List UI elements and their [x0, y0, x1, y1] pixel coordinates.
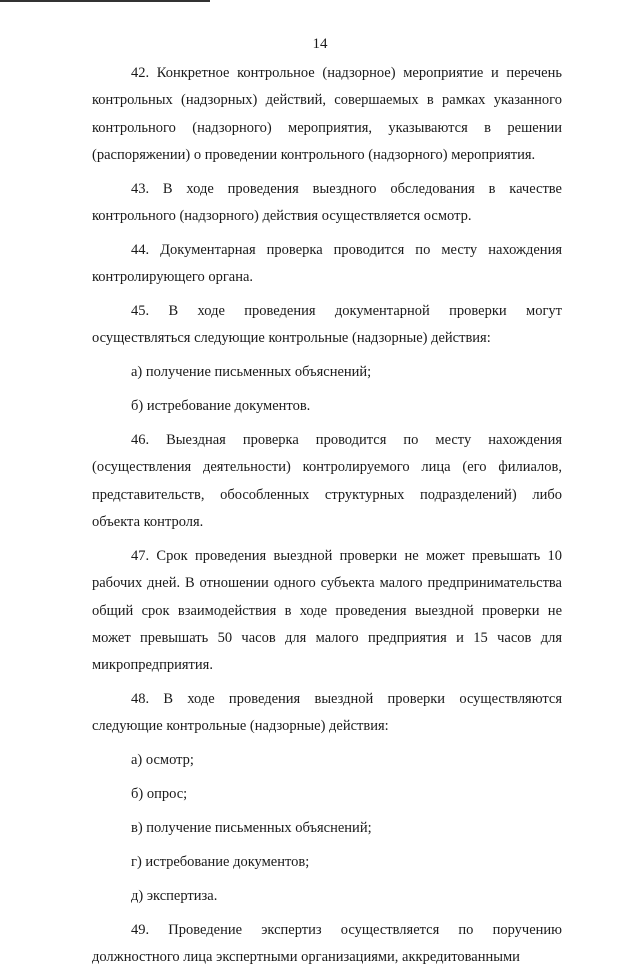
top-rule: [0, 0, 210, 2]
page-number: 14: [312, 36, 328, 52]
list-item-48b: б) опрос;: [131, 786, 188, 803]
paragraph-47: 47. Срок проведения выездной проверки не может превышать 10 рабочих дней. В отношении одного субъекта малого предпринимательства общий срок взаимодействия в ходе проведения выездной проверки не может превышать 50 часов для малого предприятия и 15 часов для микропредприятия.: [92, 547, 562, 674]
paragraph-42: 42. Конкретное контрольное (надзорное) мероприятие и перечень контрольных (надзорных) действий, совершаемых в рамках указанного контрольного (надзорного) мероприятия, указываются в решении (распоряжении) о проведении контрольного (надзорного) мероприятия.: [92, 65, 562, 163]
list-item-48d: г) истребование документов;: [131, 853, 310, 870]
paragraph-48: 48. В ходе проведения выездной проверки осуществляются следующие контрольные (надзорные) действия:: [92, 690, 562, 735]
list-item-48e: д) экспертиза.: [131, 887, 218, 904]
paragraph-43: 43. В ходе проведения выездного обследования в качестве контрольного (надзорного) действия осуществляется осмотр.: [92, 180, 562, 225]
paragraph-46: 46. Выездная проверка проводится по месту нахождения (осуществления деятельности) контролируемого лица (его филиалов, представительств, обособленных структурных подразделений) либо объекта контроля.: [92, 432, 562, 531]
paragraph-44: 44. Документарная проверка проводится по месту нахождения контролирующего органа.: [92, 241, 562, 286]
list-item-48c: в) получение письменных объяснений;: [131, 819, 372, 836]
paragraph-49: 49. Проведение экспертиз осуществляется по поручению должностного лица экспертными организациями, аккредитованными: [92, 921, 562, 965]
list-item-48a: а) осмотр;: [131, 752, 194, 769]
list-item-45a: а) получение письменных объяснений;: [131, 364, 372, 381]
paragraph-45: 45. В ходе проведения документарной проверки могут осуществляться следующие контрольные (надзорные) действия:: [92, 303, 562, 347]
document-body: [92, 60, 562, 971]
list-item-45b: б) истребование документов.: [131, 398, 311, 415]
